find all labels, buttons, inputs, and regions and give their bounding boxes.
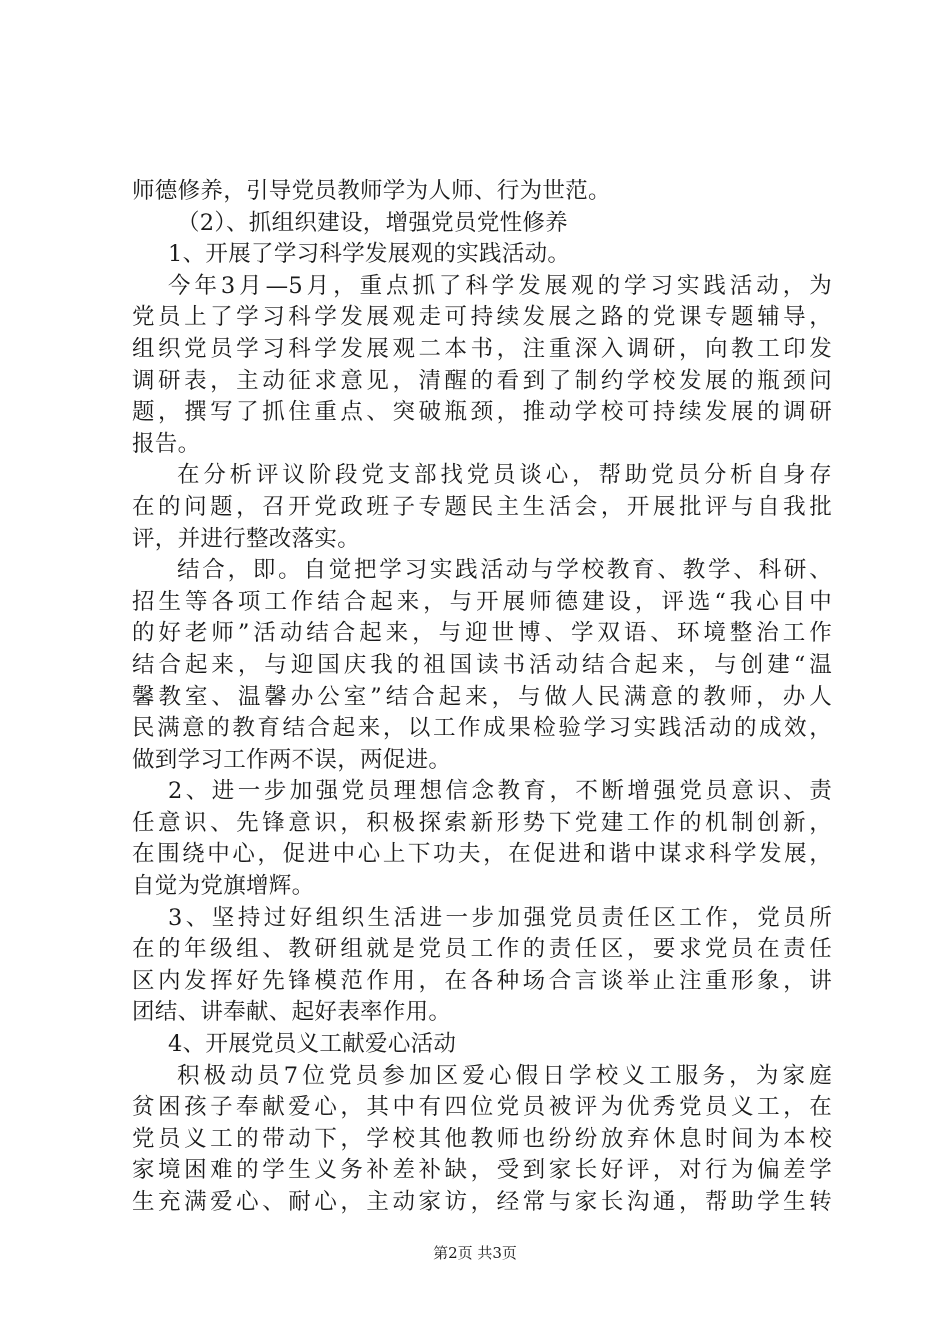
- text-line: 今年3月—5月，重点抓了科学发展观的学习实践活动，为: [168, 272, 832, 299]
- text-line: 在围绕中心，促进中心上下功夫，在促进和谐中谋求科学发展，: [132, 841, 832, 868]
- text-line: 题，撰写了抓住重点、突破瓶颈，推动学校可持续发展的调研: [132, 399, 832, 426]
- text-line: 家境困难的学生义务补差补缺，受到家长好评，对行为偏差学: [132, 1157, 832, 1184]
- text-line: 任意识、先锋意识，积极探索新形势下党建工作的机制创新，: [132, 809, 832, 836]
- text-line: 3、坚持过好组织生活进一步加强党员责任区工作，党员所: [168, 904, 832, 931]
- text-line: 做到学习工作两不误，两促进。: [132, 746, 452, 773]
- text-line: 自觉为党旗增辉。: [132, 873, 315, 900]
- text-line: 评，并进行整改落实。: [132, 525, 361, 552]
- text-line: 调研表，主动征求意见，清醒的看到了制约学校发展的瓶颈问: [132, 367, 832, 394]
- text-line: 积极动员7位党员参加区爱心假日学校义工服务，为家庭: [177, 1062, 832, 1089]
- text-line: 组织党员学习科学发展观二本书，注重深入调研，向教工印发: [132, 335, 832, 362]
- text-line: 1、开展了学习科学发展观的实践活动。: [168, 241, 571, 268]
- text-line: 团结、讲奉献、起好表率作用。: [132, 999, 452, 1026]
- text-line: 结合，即。自觉把学习实践活动与学校教育、教学、科研、: [177, 557, 832, 584]
- text-line: 在分析评议阶段党支部找党员谈心，帮助党员分析自身存: [177, 462, 832, 489]
- text-line: 在的年级组、教研组就是党员工作的责任区，要求党员在责任: [132, 936, 832, 963]
- text-line: 贫困孩子奉献爱心，其中有四位党员被评为优秀党员义工，在: [132, 1094, 832, 1121]
- text-line: 4、开展党员义工献爱心活动: [168, 1031, 457, 1058]
- page-number: 第2页 共3页: [433, 1244, 517, 1262]
- text-line: 党员义工的带动下，学校其他教师也纷纷放弃休息时间为本校: [132, 1125, 832, 1152]
- text-line: 民满意的教育结合起来，以工作成果检验学习实践活动的成效，: [132, 715, 832, 742]
- text-line: （2）、抓组织建设，增强党员党性修养: [177, 209, 568, 236]
- text-line: 党员上了学习科学发展观走可持续发展之路的党课专题辅导，: [132, 304, 832, 331]
- text-line: 结合起来，与迎国庆我的祖国读书活动结合起来，与创建“温: [132, 651, 832, 678]
- page-footer: [0, 1243, 950, 1263]
- text-line: 在的问题，召开党政班子专题民主生活会，开展批评与自我批: [132, 493, 832, 520]
- text-line: 2、进一步加强党员理想信念教育，不断增强党员意识、责: [168, 778, 832, 805]
- text-line: 生充满爱心、耐心，主动家访，经常与家长沟通，帮助学生转: [132, 1189, 832, 1215]
- text-line: 报告。: [132, 430, 201, 457]
- text-line: 区内发挥好先锋模范作用，在各种场合言谈举止注重形象，讲: [132, 967, 832, 994]
- text-line: 招生等各项工作结合起来，与开展师德建设，评选“我心目中: [132, 588, 832, 615]
- text-line: 师德修养，引导党员教师学为人师、行为世范。: [132, 178, 611, 204]
- document-body: [132, 176, 832, 1219]
- text-line: 馨教室、温馨办公室”结合起来，与做人民满意的教师，办人: [132, 683, 832, 710]
- text-line: 的好老师”活动结合起来，与迎世博、学双语、环境整治工作: [132, 620, 832, 647]
